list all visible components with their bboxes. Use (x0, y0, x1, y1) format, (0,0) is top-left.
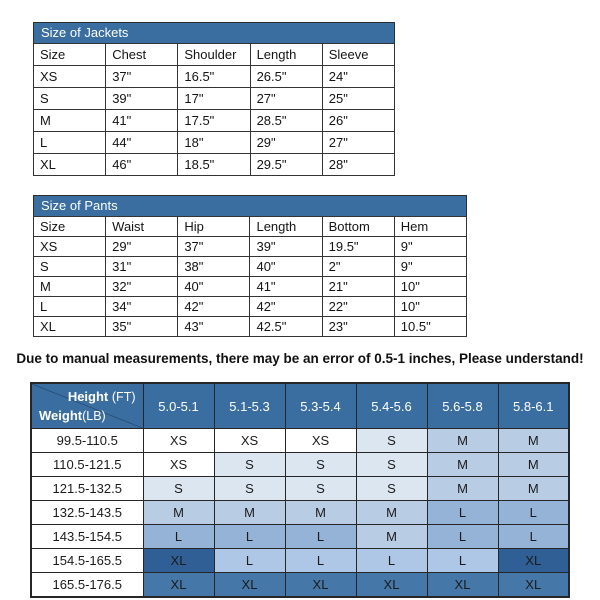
jackets-table-head (34, 44, 395, 66)
matrix-size-cell: S (214, 477, 285, 501)
matrix-size-cell: M (214, 501, 285, 525)
pants-measurement-cell: 43" (178, 317, 250, 337)
matrix-size-cell: S (356, 429, 427, 453)
matrix-size-cell: M (427, 453, 498, 477)
jackets-measurement-cell: 44" (106, 132, 178, 154)
pants-size-section (33, 195, 467, 337)
pants-measurement-cell: 10.5" (394, 317, 466, 337)
pants-measurement-cell: 41" (250, 277, 322, 297)
matrix-header-row (31, 383, 569, 429)
matrix-size-cell: L (427, 549, 498, 573)
jackets-measurement-cell: 18.5" (178, 154, 250, 176)
pants-measurement-cell: 9" (394, 257, 466, 277)
matrix-height-column-header: 5.4-5.6 (356, 383, 427, 429)
matrix-size-cell: S (214, 453, 285, 477)
matrix-size-cell: M (498, 453, 569, 477)
pants-size-row (34, 237, 467, 257)
matrix-size-cell: XS (143, 429, 214, 453)
jackets-measurement-cell: 17.5" (178, 110, 250, 132)
jackets-measurement-cell: 39" (106, 88, 178, 110)
pants-measurement-cell: 40" (178, 277, 250, 297)
measurement-disclaimer-note: Due to manual measurements, there may be an error of 0.5-1 inches, Please understand! (16, 351, 584, 366)
matrix-corner-cell (31, 383, 143, 429)
jackets-measurement-cell: 28.5" (250, 110, 322, 132)
jackets-measurement-cell: 24" (322, 66, 394, 88)
pants-measurement-cell: 35" (106, 317, 178, 337)
matrix-weight-label: 132.5-143.5 (31, 501, 143, 525)
matrix-height-column-header: 5.1-5.3 (214, 383, 285, 429)
matrix-size-cell: S (356, 477, 427, 501)
matrix-size-cell: M (498, 429, 569, 453)
pants-measurement-cell: 21" (322, 277, 394, 297)
pants-column-header: Hem (394, 217, 466, 237)
jackets-measurement-cell: 29" (250, 132, 322, 154)
matrix-size-cell: M (427, 429, 498, 453)
matrix-size-cell: XL (356, 573, 427, 597)
pants-measurement-cell: 42" (250, 297, 322, 317)
jackets-measurement-cell: 26" (322, 110, 394, 132)
pants-measurement-cell: 10" (394, 277, 466, 297)
matrix-weight-row (31, 525, 569, 549)
jackets-measurement-cell: 17" (178, 88, 250, 110)
pants-size-label: M (34, 277, 106, 297)
pants-size-label: XL (34, 317, 106, 337)
matrix-size-cell: L (285, 549, 356, 573)
jackets-measurement-cell: 29.5" (250, 154, 322, 176)
pants-measurement-cell: 19.5" (322, 237, 394, 257)
pants-measurement-cell: 34" (106, 297, 178, 317)
matrix-table-head (31, 383, 569, 429)
jackets-size-row (34, 132, 395, 154)
matrix-size-cell: L (498, 501, 569, 525)
matrix-table-body (31, 429, 569, 597)
pants-measurement-cell: 22" (322, 297, 394, 317)
jackets-column-header: Chest (106, 44, 178, 66)
pants-size-label: L (34, 297, 106, 317)
pants-table-head (34, 217, 467, 237)
jackets-size-label: XL (34, 154, 106, 176)
pants-measurement-cell: 39" (250, 237, 322, 257)
matrix-weight-row (31, 501, 569, 525)
matrix-size-cell: S (285, 477, 356, 501)
pants-column-header: Size (34, 217, 106, 237)
matrix-size-cell: XS (285, 429, 356, 453)
matrix-size-cell: XL (143, 573, 214, 597)
matrix-weight-label: 154.5-165.5 (31, 549, 143, 573)
pants-size-row (34, 277, 467, 297)
pants-column-header: Length (250, 217, 322, 237)
jackets-measurement-cell: 25" (322, 88, 394, 110)
jackets-measurement-cell: 27" (322, 132, 394, 154)
pants-column-header: Bottom (322, 217, 394, 237)
jackets-column-header: Size (34, 44, 106, 66)
matrix-size-cell: M (356, 501, 427, 525)
matrix-weight-row (31, 453, 569, 477)
matrix-height-column-header: 5.3-5.4 (285, 383, 356, 429)
jackets-size-row (34, 88, 395, 110)
size-matrix-table (30, 382, 570, 598)
pants-table (33, 216, 467, 337)
corner-height-label: Height (FT) (67, 389, 136, 404)
pants-measurement-cell: 23" (322, 317, 394, 337)
matrix-weight-label: 143.5-154.5 (31, 525, 143, 549)
jackets-size-row (34, 154, 395, 176)
jackets-measurement-cell: 37" (106, 66, 178, 88)
matrix-weight-row (31, 429, 569, 453)
jackets-size-section (33, 22, 395, 176)
pants-measurement-cell: 42" (178, 297, 250, 317)
matrix-size-cell: L (356, 549, 427, 573)
matrix-size-cell: XL (427, 573, 498, 597)
jackets-column-header: Sleeve (322, 44, 394, 66)
pants-measurement-cell: 29" (106, 237, 178, 257)
matrix-weight-label: 99.5-110.5 (31, 429, 143, 453)
jackets-measurement-cell: 41" (106, 110, 178, 132)
matrix-size-cell: XS (214, 429, 285, 453)
matrix-size-cell: L (498, 525, 569, 549)
pants-measurement-cell: 42.5" (250, 317, 322, 337)
matrix-size-cell: L (143, 525, 214, 549)
jackets-size-row (34, 110, 395, 132)
jackets-size-label: S (34, 88, 106, 110)
jackets-table-title: Size of Jackets (33, 22, 395, 43)
pants-measurement-cell: 32" (106, 277, 178, 297)
jackets-measurement-cell: 26.5" (250, 66, 322, 88)
pants-size-row (34, 297, 467, 317)
pants-table-body (34, 237, 467, 337)
height-weight-matrix-section (30, 382, 570, 598)
jackets-size-label: M (34, 110, 106, 132)
jackets-measurement-cell: 18" (178, 132, 250, 154)
jackets-column-header: Length (250, 44, 322, 66)
jackets-measurement-cell: 27" (250, 88, 322, 110)
jackets-measurement-cell: 28" (322, 154, 394, 176)
matrix-size-cell: XS (143, 453, 214, 477)
matrix-size-cell: M (285, 501, 356, 525)
matrix-size-cell: L (427, 525, 498, 549)
jackets-table-body (34, 66, 395, 176)
pants-size-label: XS (34, 237, 106, 257)
pants-measurement-cell: 9" (394, 237, 466, 257)
jackets-size-row (34, 66, 395, 88)
matrix-size-cell: M (356, 525, 427, 549)
matrix-weight-row (31, 549, 569, 573)
matrix-size-cell: XL (498, 549, 569, 573)
pants-column-header: Waist (106, 217, 178, 237)
matrix-weight-label: 121.5-132.5 (31, 477, 143, 501)
pants-measurement-cell: 10" (394, 297, 466, 317)
pants-measurement-cell: 37" (178, 237, 250, 257)
pants-size-row (34, 257, 467, 277)
matrix-size-cell: M (143, 501, 214, 525)
matrix-weight-label: 165.5-176.5 (31, 573, 143, 597)
matrix-weight-row (31, 477, 569, 501)
pants-header-row (34, 217, 467, 237)
matrix-size-cell: L (427, 501, 498, 525)
matrix-size-cell: XL (214, 573, 285, 597)
pants-measurement-cell: 38" (178, 257, 250, 277)
corner-weight-label: Weight(LB) (39, 408, 106, 423)
matrix-size-cell: M (498, 477, 569, 501)
matrix-size-cell: M (427, 477, 498, 501)
pants-column-header: Hip (178, 217, 250, 237)
jackets-column-header: Shoulder (178, 44, 250, 66)
jackets-size-label: L (34, 132, 106, 154)
matrix-size-cell: S (143, 477, 214, 501)
pants-measurement-cell: 40" (250, 257, 322, 277)
jackets-measurement-cell: 46" (106, 154, 178, 176)
jackets-size-label: XS (34, 66, 106, 88)
matrix-height-column-header: 5.0-5.1 (143, 383, 214, 429)
matrix-height-column-header: 5.6-5.8 (427, 383, 498, 429)
matrix-size-cell: XL (143, 549, 214, 573)
pants-measurement-cell: 2" (322, 257, 394, 277)
matrix-weight-label: 110.5-121.5 (31, 453, 143, 477)
pants-measurement-cell: 31" (106, 257, 178, 277)
matrix-size-cell: L (214, 549, 285, 573)
matrix-size-cell: S (285, 453, 356, 477)
jackets-table (33, 43, 395, 176)
pants-size-label: S (34, 257, 106, 277)
pants-size-row (34, 317, 467, 337)
matrix-size-cell: XL (285, 573, 356, 597)
matrix-height-column-header: 5.8-6.1 (498, 383, 569, 429)
matrix-size-cell: XL (498, 573, 569, 597)
matrix-size-cell: L (214, 525, 285, 549)
matrix-size-cell: S (356, 453, 427, 477)
jackets-measurement-cell: 16.5" (178, 66, 250, 88)
jackets-header-row (34, 44, 395, 66)
matrix-weight-row (31, 573, 569, 597)
matrix-size-cell: L (285, 525, 356, 549)
pants-table-title: Size of Pants (33, 195, 467, 216)
